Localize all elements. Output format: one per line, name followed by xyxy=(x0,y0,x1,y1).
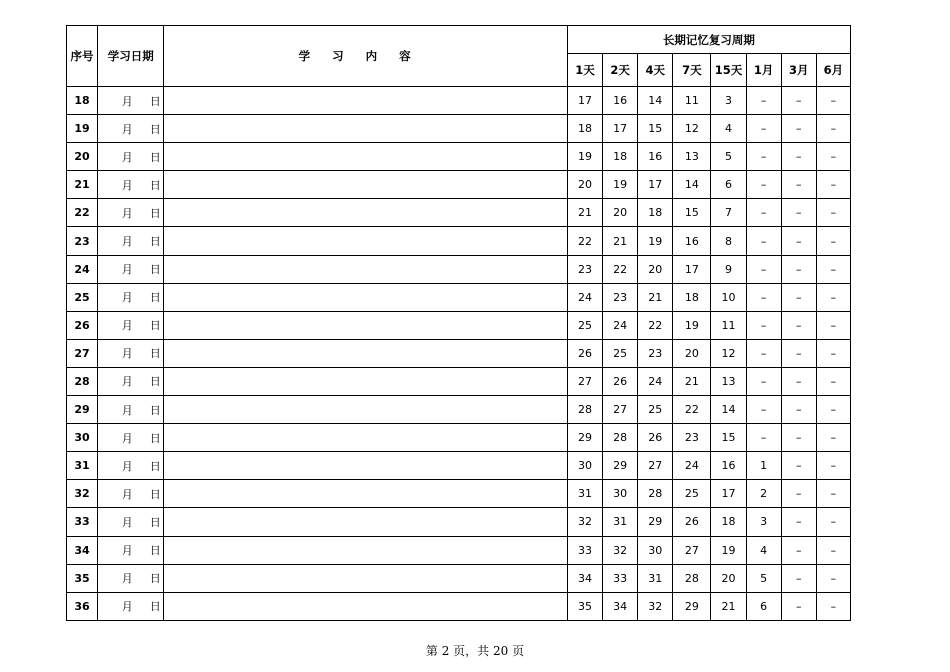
review-cycle-cell: – xyxy=(816,367,850,395)
cycle-header: 1天 xyxy=(567,54,602,87)
month-label: 月 xyxy=(121,544,133,558)
review-cycle-cell: 26 xyxy=(638,424,673,452)
table-row xyxy=(67,396,851,424)
day-label: 日 xyxy=(149,235,161,249)
page-footer: 第 2 页，共 20 页 xyxy=(425,644,525,658)
day-label: 日 xyxy=(149,347,161,361)
content-header: 学习内容 xyxy=(164,26,568,87)
review-cycle-cell: – xyxy=(816,283,850,311)
review-cycle-cell: 30 xyxy=(603,480,638,508)
review-cycle-cell: 15 xyxy=(673,199,711,227)
review-cycle-cell: 28 xyxy=(567,396,602,424)
cycle-header: 15天 xyxy=(711,54,746,87)
review-cycle-cell: – xyxy=(746,424,781,452)
review-cycle-cell: 31 xyxy=(567,480,602,508)
date-header: 学习日期 xyxy=(98,26,164,87)
review-cycle-cell: – xyxy=(746,255,781,283)
table-row xyxy=(67,424,851,452)
seq-header: 序号 xyxy=(67,26,98,87)
row-seq-cell: 23 xyxy=(67,227,98,255)
table-row xyxy=(67,339,851,367)
review-cycle-cell: – xyxy=(746,227,781,255)
review-cycle-cell: 20 xyxy=(638,255,673,283)
month-label: 月 xyxy=(121,515,133,529)
review-cycle-cell: 20 xyxy=(673,339,711,367)
review-cycle-cell: 18 xyxy=(567,115,602,143)
review-cycle-cell: 17 xyxy=(567,87,602,115)
review-cycle-cell: 6 xyxy=(746,592,781,620)
month-label: 月 xyxy=(121,487,133,501)
cycle-header: 7天 xyxy=(673,54,711,87)
row-date-cell[interactable] xyxy=(98,424,164,452)
review-cycle-cell: 28 xyxy=(673,564,711,592)
table-row xyxy=(67,283,851,311)
review-cycle-cell: 14 xyxy=(638,87,673,115)
row-content-cell[interactable] xyxy=(164,452,568,480)
review-cycle-cell: 7 xyxy=(711,199,746,227)
row-seq-cell: 18 xyxy=(67,87,98,115)
review-cycle-cell: 12 xyxy=(673,115,711,143)
review-cycle-cell: – xyxy=(781,508,816,536)
review-cycle-cell: – xyxy=(816,199,850,227)
review-cycle-cell: 20 xyxy=(567,171,602,199)
row-date-cell[interactable] xyxy=(98,143,164,171)
table-row xyxy=(67,592,851,620)
review-cycle-cell: 27 xyxy=(673,536,711,564)
review-cycle-cell: 22 xyxy=(603,255,638,283)
table-row xyxy=(67,564,851,592)
row-seq-cell: 24 xyxy=(67,255,98,283)
review-cycle-cell: – xyxy=(816,143,850,171)
review-cycle-cell: 16 xyxy=(603,87,638,115)
review-cycle-cell: – xyxy=(781,452,816,480)
review-cycle-cell: 24 xyxy=(567,283,602,311)
review-cycle-cell: 24 xyxy=(673,452,711,480)
review-cycle-cell: 17 xyxy=(673,255,711,283)
row-content-cell[interactable] xyxy=(164,508,568,536)
review-cycle-cell: 22 xyxy=(638,311,673,339)
review-cycle-cell: 31 xyxy=(638,564,673,592)
review-cycle-cell: – xyxy=(781,536,816,564)
review-cycle-cell: – xyxy=(781,424,816,452)
review-cycle-cell: – xyxy=(816,227,850,255)
cycle-header: 1月 xyxy=(746,54,781,87)
review-cycle-cell: – xyxy=(816,480,850,508)
review-cycle-cell: 29 xyxy=(638,508,673,536)
table-row xyxy=(67,143,851,171)
review-cycle-cell: – xyxy=(781,564,816,592)
day-label: 日 xyxy=(149,94,161,108)
review-cycle-cell: 29 xyxy=(567,424,602,452)
review-cycle-cell: 19 xyxy=(567,143,602,171)
review-cycle-cell: 3 xyxy=(746,508,781,536)
month-label: 月 xyxy=(121,459,133,473)
review-cycle-cell: 14 xyxy=(673,171,711,199)
day-label: 日 xyxy=(149,291,161,305)
row-date-cell[interactable] xyxy=(98,339,164,367)
review-cycle-cell: – xyxy=(781,480,816,508)
table-row xyxy=(67,536,851,564)
month-label: 月 xyxy=(121,319,133,333)
row-seq-cell: 33 xyxy=(67,508,98,536)
review-cycle-cell: 8 xyxy=(711,227,746,255)
review-cycle-cell: 34 xyxy=(603,592,638,620)
row-seq-cell: 32 xyxy=(67,480,98,508)
review-cycle-cell: 34 xyxy=(567,564,602,592)
month-label: 月 xyxy=(121,206,133,220)
review-cycle-cell: 27 xyxy=(638,452,673,480)
day-label: 日 xyxy=(149,263,161,277)
table-row xyxy=(67,452,851,480)
review-cycle-cell: – xyxy=(746,143,781,171)
review-cycle-cell: 23 xyxy=(567,255,602,283)
review-cycle-cell: 20 xyxy=(603,199,638,227)
review-cycle-cell: – xyxy=(746,367,781,395)
review-cycle-cell: – xyxy=(816,115,850,143)
month-label: 月 xyxy=(121,431,133,445)
month-label: 月 xyxy=(121,94,133,108)
review-cycle-cell: 23 xyxy=(673,424,711,452)
row-date-cell[interactable] xyxy=(98,367,164,395)
table-row xyxy=(67,171,851,199)
row-content-cell[interactable] xyxy=(164,367,568,395)
review-cycle-cell: – xyxy=(816,508,850,536)
day-label: 日 xyxy=(149,178,161,192)
review-cycle-cell: 21 xyxy=(673,367,711,395)
row-content-cell[interactable] xyxy=(164,87,568,115)
review-cycle-cell: 18 xyxy=(711,508,746,536)
row-seq-cell: 25 xyxy=(67,283,98,311)
day-label: 日 xyxy=(149,150,161,164)
review-cycle-cell: – xyxy=(781,255,816,283)
review-cycle-cell: 11 xyxy=(673,87,711,115)
review-schedule-table xyxy=(66,25,851,621)
review-cycle-cell: 25 xyxy=(603,339,638,367)
review-cycle-cell: 19 xyxy=(603,171,638,199)
review-cycle-cell: – xyxy=(816,396,850,424)
review-cycle-cell: 4 xyxy=(711,115,746,143)
review-cycle-cell: 19 xyxy=(638,227,673,255)
review-cycle-cell: 29 xyxy=(673,592,711,620)
review-cycle-cell: 32 xyxy=(567,508,602,536)
row-date-cell[interactable] xyxy=(98,536,164,564)
row-seq-cell: 20 xyxy=(67,143,98,171)
row-seq-cell: 36 xyxy=(67,592,98,620)
table-header xyxy=(67,26,851,87)
review-cycle-cell: – xyxy=(781,396,816,424)
row-content-cell[interactable] xyxy=(164,424,568,452)
row-content-cell[interactable] xyxy=(164,115,568,143)
review-cycle-cell: 14 xyxy=(711,396,746,424)
cycle-header: 3月 xyxy=(781,54,816,87)
table-row xyxy=(67,87,851,115)
review-cycle-cell: 21 xyxy=(567,199,602,227)
review-cycle-cell: – xyxy=(781,115,816,143)
day-label: 日 xyxy=(149,459,161,473)
review-cycle-cell: – xyxy=(781,367,816,395)
review-cycle-cell: – xyxy=(746,115,781,143)
row-date-cell[interactable] xyxy=(98,452,164,480)
review-cycle-cell: 15 xyxy=(638,115,673,143)
row-date-cell[interactable] xyxy=(98,564,164,592)
review-cycle-cell: – xyxy=(816,339,850,367)
review-cycle-cell: 24 xyxy=(603,311,638,339)
month-label: 月 xyxy=(121,600,133,614)
month-label: 月 xyxy=(121,347,133,361)
review-cycle-cell: 28 xyxy=(638,480,673,508)
review-cycle-cell: 23 xyxy=(638,339,673,367)
review-cycle-cell: 32 xyxy=(638,592,673,620)
month-label: 月 xyxy=(121,403,133,417)
review-cycle-cell: 23 xyxy=(603,283,638,311)
table-row xyxy=(67,311,851,339)
review-cycle-cell: 10 xyxy=(711,283,746,311)
month-label: 月 xyxy=(121,178,133,192)
review-cycle-cell: – xyxy=(781,87,816,115)
day-label: 日 xyxy=(149,544,161,558)
review-cycle-cell: 33 xyxy=(567,536,602,564)
review-cycle-cell: 21 xyxy=(638,283,673,311)
review-cycle-cell: – xyxy=(746,311,781,339)
review-cycle-cell: 18 xyxy=(673,283,711,311)
review-cycle-cell: 1 xyxy=(746,452,781,480)
month-label: 月 xyxy=(121,291,133,305)
row-date-cell[interactable] xyxy=(98,199,164,227)
row-seq-cell: 21 xyxy=(67,171,98,199)
review-cycle-cell: – xyxy=(781,171,816,199)
review-cycle-cell: 5 xyxy=(711,143,746,171)
row-seq-cell: 27 xyxy=(67,339,98,367)
review-cycle-cell: 17 xyxy=(638,171,673,199)
review-cycle-cell: 19 xyxy=(673,311,711,339)
review-cycle-cell: – xyxy=(746,283,781,311)
review-cycle-cell: – xyxy=(781,283,816,311)
review-cycle-cell: 28 xyxy=(603,424,638,452)
row-date-cell[interactable] xyxy=(98,283,164,311)
row-content-cell[interactable] xyxy=(164,171,568,199)
row-content-cell[interactable] xyxy=(164,592,568,620)
row-date-cell[interactable] xyxy=(98,227,164,255)
row-content-cell[interactable] xyxy=(164,536,568,564)
month-label: 月 xyxy=(121,572,133,586)
review-cycle-cell: 27 xyxy=(603,396,638,424)
table-row xyxy=(67,508,851,536)
review-cycle-cell: – xyxy=(781,143,816,171)
review-cycle-cell: 24 xyxy=(638,367,673,395)
review-cycle-cell: 25 xyxy=(567,311,602,339)
day-label: 日 xyxy=(149,572,161,586)
day-label: 日 xyxy=(149,431,161,445)
row-seq-cell: 30 xyxy=(67,424,98,452)
row-seq-cell: 22 xyxy=(67,199,98,227)
review-cycle-cell: – xyxy=(746,339,781,367)
row-content-cell[interactable] xyxy=(164,396,568,424)
row-date-cell[interactable] xyxy=(98,311,164,339)
review-cycle-cell: 25 xyxy=(673,480,711,508)
review-cycle-cell: 21 xyxy=(711,592,746,620)
row-content-cell[interactable] xyxy=(164,480,568,508)
day-label: 日 xyxy=(149,403,161,417)
cycle-header: 2天 xyxy=(603,54,638,87)
review-cycle-cell: – xyxy=(781,311,816,339)
review-cycle-cell: 33 xyxy=(603,564,638,592)
cycle-header: 4天 xyxy=(638,54,673,87)
row-date-cell[interactable] xyxy=(98,480,164,508)
day-label: 日 xyxy=(149,206,161,220)
review-cycle-cell: 12 xyxy=(711,339,746,367)
day-label: 日 xyxy=(149,319,161,333)
review-cycle-cell: 16 xyxy=(638,143,673,171)
review-cycle-cell: – xyxy=(781,227,816,255)
day-label: 日 xyxy=(149,515,161,529)
table-row xyxy=(67,115,851,143)
month-label: 月 xyxy=(121,235,133,249)
review-cycle-cell: – xyxy=(816,171,850,199)
review-cycle-cell: 5 xyxy=(746,564,781,592)
row-date-cell[interactable] xyxy=(98,255,164,283)
review-cycle-cell: 22 xyxy=(673,396,711,424)
review-cycle-cell: – xyxy=(816,424,850,452)
review-cycle-cell: 26 xyxy=(673,508,711,536)
review-cycle-cell: 26 xyxy=(603,367,638,395)
row-content-cell[interactable] xyxy=(164,339,568,367)
row-content-cell[interactable] xyxy=(164,564,568,592)
review-cycle-cell: 13 xyxy=(673,143,711,171)
table-row xyxy=(67,255,851,283)
cycle-header: 6月 xyxy=(816,54,850,87)
review-cycle-cell: 11 xyxy=(711,311,746,339)
table-row xyxy=(67,227,851,255)
review-cycle-cell: 20 xyxy=(711,564,746,592)
row-date-cell[interactable] xyxy=(98,396,164,424)
day-label: 日 xyxy=(149,600,161,614)
row-date-cell[interactable] xyxy=(98,115,164,143)
row-seq-cell: 26 xyxy=(67,311,98,339)
review-cycle-cell: – xyxy=(816,452,850,480)
row-content-cell[interactable] xyxy=(164,227,568,255)
review-cycle-cell: – xyxy=(781,199,816,227)
review-cycle-cell: 32 xyxy=(603,536,638,564)
review-cycle-cell: – xyxy=(781,339,816,367)
review-cycle-cell: 27 xyxy=(567,367,602,395)
row-seq-cell: 34 xyxy=(67,536,98,564)
review-cycle-cell: 9 xyxy=(711,255,746,283)
month-label: 月 xyxy=(121,375,133,389)
review-cycle-cell: 16 xyxy=(711,452,746,480)
month-label: 月 xyxy=(121,263,133,277)
review-cycle-cell: 30 xyxy=(638,536,673,564)
review-cycle-cell: – xyxy=(816,564,850,592)
review-cycle-cell: 17 xyxy=(603,115,638,143)
review-cycle-cell: – xyxy=(781,592,816,620)
day-label: 日 xyxy=(149,122,161,136)
review-cycle-cell: 17 xyxy=(711,480,746,508)
row-date-cell[interactable] xyxy=(98,592,164,620)
review-cycle-cell: – xyxy=(746,199,781,227)
review-cycle-cell: 21 xyxy=(603,227,638,255)
row-seq-cell: 31 xyxy=(67,452,98,480)
review-cycle-cell: – xyxy=(816,87,850,115)
row-date-cell[interactable] xyxy=(98,171,164,199)
day-label: 日 xyxy=(149,487,161,501)
review-cycle-cell: 18 xyxy=(603,143,638,171)
review-cycle-cell: 16 xyxy=(673,227,711,255)
review-cycle-header: 长期记忆复习周期 xyxy=(567,26,850,54)
day-label: 日 xyxy=(149,375,161,389)
row-seq-cell: 28 xyxy=(67,367,98,395)
row-date-cell[interactable] xyxy=(98,87,164,115)
row-content-cell[interactable] xyxy=(164,311,568,339)
review-cycle-cell: 4 xyxy=(746,536,781,564)
row-seq-cell: 35 xyxy=(67,564,98,592)
review-cycle-cell: 29 xyxy=(603,452,638,480)
review-cycle-cell: 15 xyxy=(711,424,746,452)
review-cycle-cell: – xyxy=(816,311,850,339)
row-seq-cell: 19 xyxy=(67,115,98,143)
table-row xyxy=(67,367,851,395)
table-body xyxy=(67,87,851,621)
row-content-cell[interactable] xyxy=(164,255,568,283)
review-cycle-cell: 2 xyxy=(746,480,781,508)
review-cycle-cell: 19 xyxy=(711,536,746,564)
review-cycle-cell: – xyxy=(746,87,781,115)
review-cycle-cell: 13 xyxy=(711,367,746,395)
review-cycle-cell: 3 xyxy=(711,87,746,115)
review-cycle-cell: 6 xyxy=(711,171,746,199)
row-content-cell[interactable] xyxy=(164,283,568,311)
review-cycle-cell: 31 xyxy=(603,508,638,536)
review-cycle-cell: – xyxy=(816,536,850,564)
row-content-cell[interactable] xyxy=(164,143,568,171)
review-cycle-cell: 35 xyxy=(567,592,602,620)
table-row xyxy=(67,480,851,508)
month-label: 月 xyxy=(121,122,133,136)
row-seq-cell: 29 xyxy=(67,396,98,424)
review-cycle-cell: 26 xyxy=(567,339,602,367)
review-cycle-cell: – xyxy=(816,255,850,283)
review-cycle-cell: 25 xyxy=(638,396,673,424)
review-cycle-cell: – xyxy=(746,171,781,199)
month-label: 月 xyxy=(121,150,133,164)
review-cycle-cell: 18 xyxy=(638,199,673,227)
review-cycle-cell: 30 xyxy=(567,452,602,480)
review-cycle-cell: 22 xyxy=(567,227,602,255)
row-content-cell[interactable] xyxy=(164,199,568,227)
review-cycle-cell: – xyxy=(746,396,781,424)
row-date-cell[interactable] xyxy=(98,508,164,536)
review-cycle-cell: – xyxy=(816,592,850,620)
table-row xyxy=(67,199,851,227)
